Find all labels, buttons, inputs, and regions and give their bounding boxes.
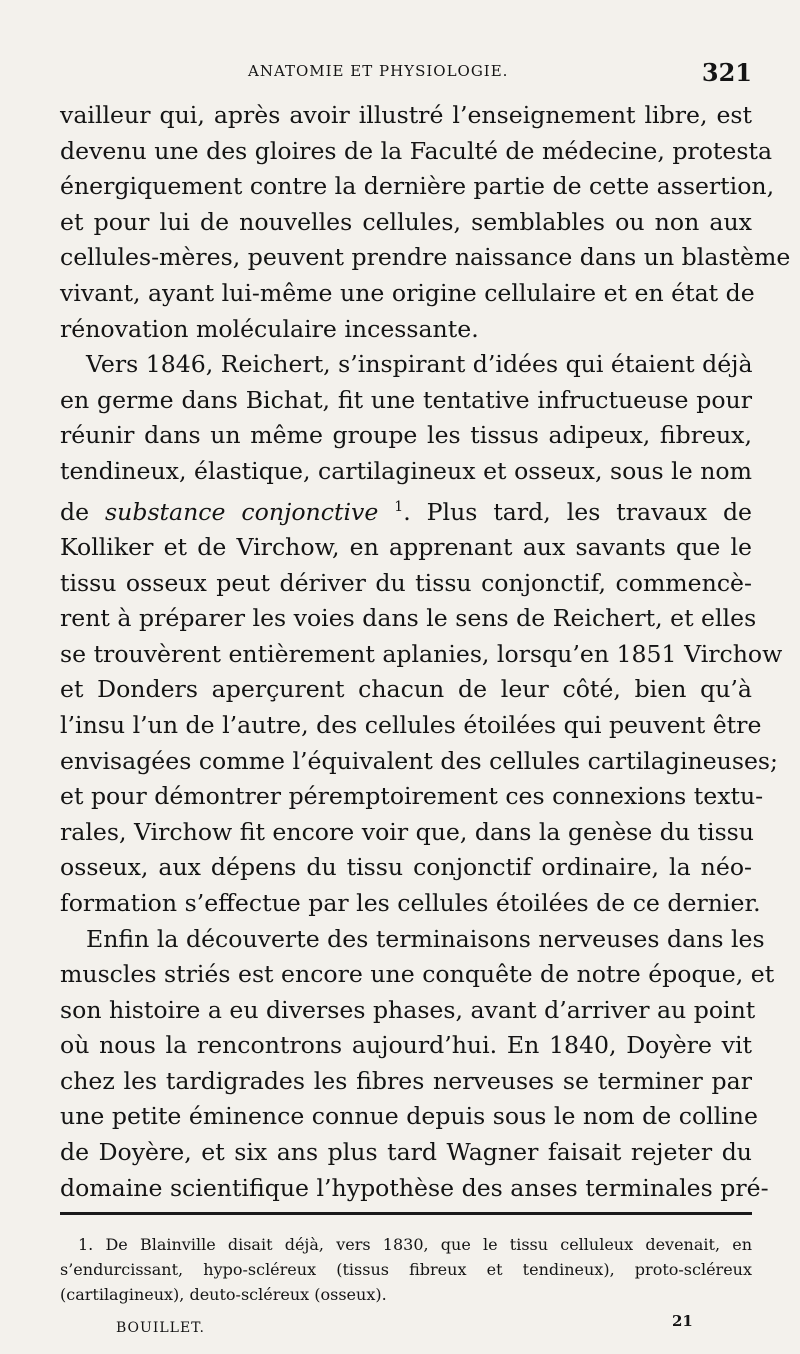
footnote-line: s’endurcissant, hypo-scléreux (tissus fibreux et tendineux), proto-scléreux [60,1260,752,1279]
text-line: réunir dans un même groupe les tissus adipeux, fibreux, [60,421,752,450]
text-line: son histoire a eu diverses phases, avant d’arriver au point [60,995,756,1024]
text-line: muscles striés est encore une conquête de notre époque, et [60,960,775,989]
footnote-line: 1. De Blainville disait déjà, vers 1830, que le tissu celluleux devenait, en [78,1235,752,1254]
paragraph [60,347,783,921]
sheet-number: 21 [672,1312,693,1330]
text-line: devenu une des gloires de la Faculté de médecine, protesta [60,136,773,165]
text-line: une petite éminence connue depuis sous le nom de colline [60,1102,758,1131]
text-line: et pour lui de nouvelles cellules, semblables ou non aux [60,207,752,236]
paragraph [60,922,775,1207]
text-line: osseux, aux dépens du tissu conjonctif ordinaire, la néo- [60,853,752,882]
text-line: cellules-mères, peuvent prendre naissance dans un blastème [60,243,791,272]
text-line: et pour démontrer péremptoirement ces connexions textu- [60,782,764,811]
text-line: rent à préparer les voies dans le sens de Reichert, et elles [60,604,757,633]
page-header [60,58,752,94]
printer-signature: BOUILLET. [116,1320,205,1336]
text-line: vivant, ayant lui-même une origine cellulaire et en état de [60,278,755,307]
text-line: rénovation moléculaire incessante. [60,314,479,343]
text-line: chez les tardigrades les fibres nerveuses se terminer par [60,1066,752,1095]
text-line: envisagées comme l’équivalent des cellules cartilagineuses; [60,746,778,775]
text-line: vailleur qui, après avoir illustré l’enseignement libre, est [60,101,752,129]
text-line: tendineux, élastique, cartilagineux et osseux, sous le nom [60,456,752,485]
text-line: énergiquement contre la dernière partie de cette assertion, [60,172,775,201]
text-line: tissu osseux peut dériver du tissu conjonctif, commencè- [60,568,752,597]
text-line: l’insu l’un de l’autre, des cellules étoilées qui peuvent être [60,710,762,739]
text-line: se trouvèrent entièrement aplanies, lorsqu’en 1851 Virchow [60,639,783,668]
body-text [60,98,791,1206]
page-number: 321 [701,58,752,87]
running-head: ANATOMIE ET PHYSIOLOGIE. [248,62,509,80]
text-line: Vers 1846, Reichert, s’inspirant d’idées qui étaient déjà [86,350,753,379]
footnote-divider [60,1212,752,1215]
text-line: Enfin la découverte des terminaisons nerveuses dans les [86,924,765,953]
footnote [60,1232,752,1307]
text-line: de substance conjonctive $^1$. Plus tard, les travaux de [60,497,753,526]
text-line: rales, Virchow fit encore voir que, dans la genèse du tissu [60,817,754,846]
text-line: et Donders aperçurent chacun de leur côté, bien qu’à [60,675,752,704]
footnote-line: (cartilagineux), deuto-scléreux (osseux). [60,1285,387,1304]
paragraph [60,98,791,347]
text-line: Kolliker et de Virchow, en apprenant aux savants que le [60,532,752,561]
text-line: formation s’effectue par les cellules étoilées de ce dernier. [60,888,761,917]
text-line: domaine scientifique l’hypothèse des anses terminales pré- [60,1173,769,1202]
text-line: en germe dans Bichat, fit une tentative infructueuse pour [60,385,752,414]
text-line: où nous la rencontrons aujourd’hui. En 1840, Doyère vit [60,1031,752,1060]
text-line: de Doyère, et six ans plus tard Wagner faisait rejeter du [60,1138,752,1167]
